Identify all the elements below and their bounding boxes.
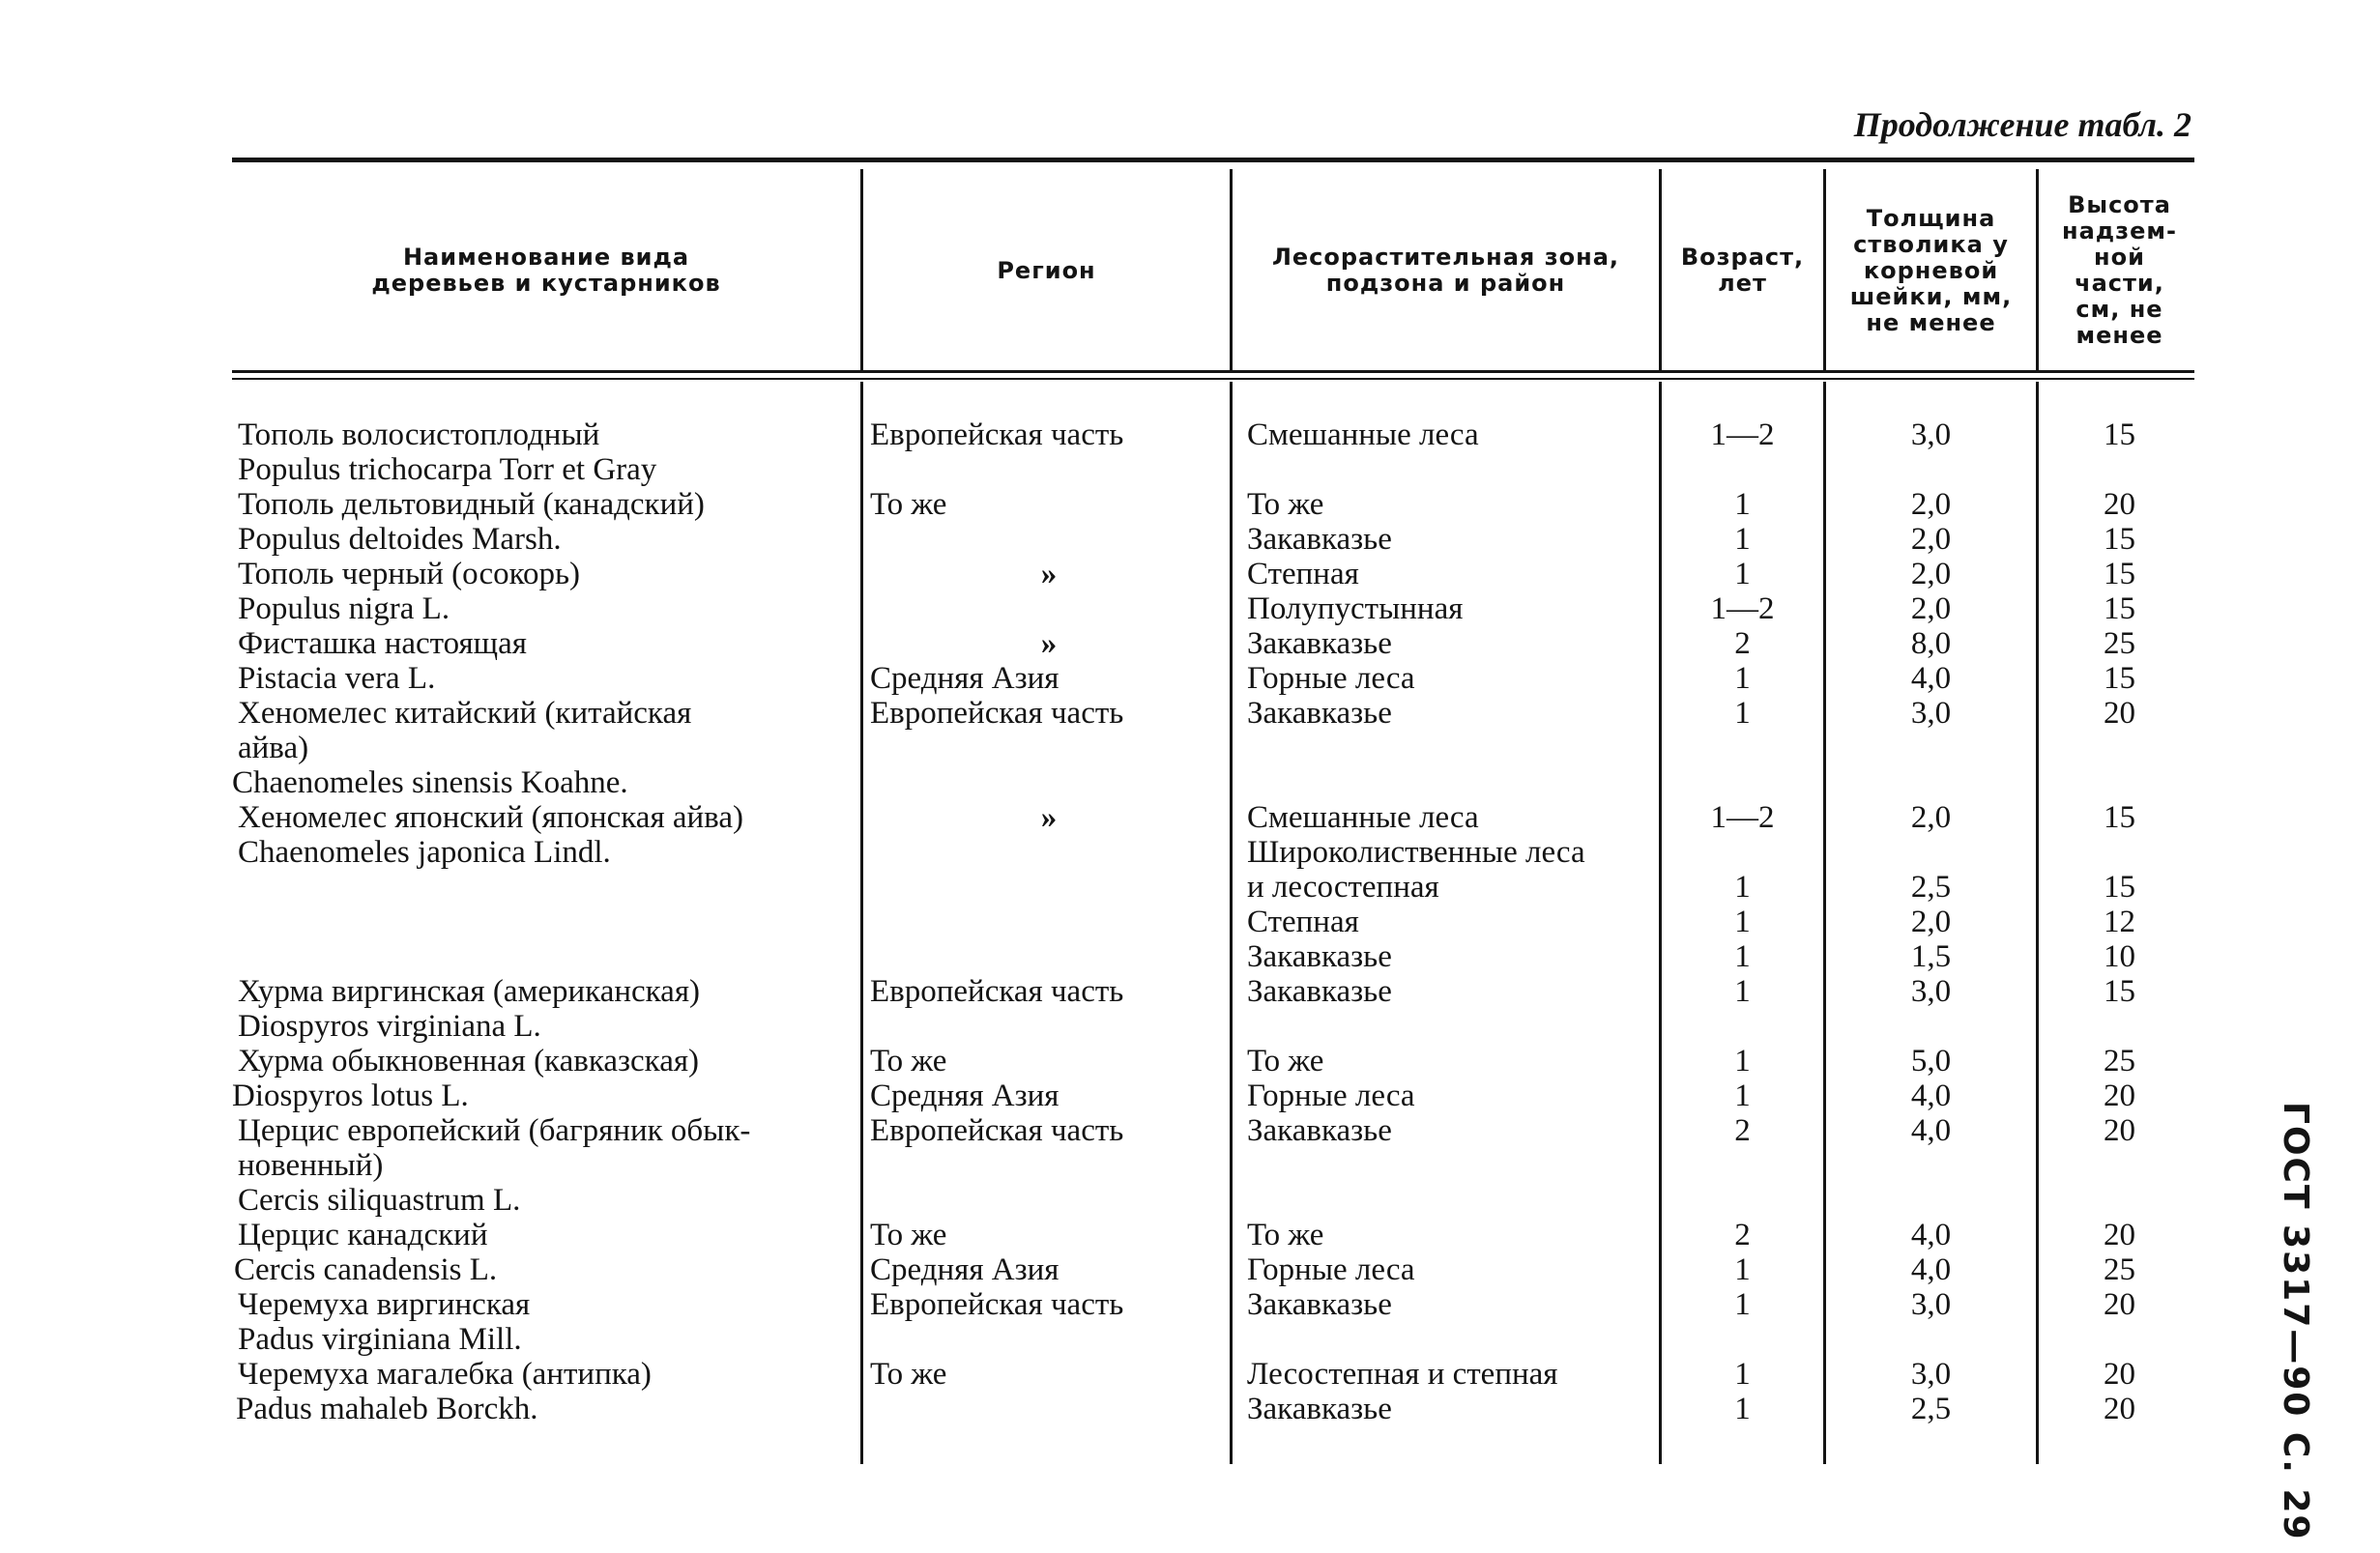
age-cell: 1	[1734, 905, 1751, 939]
thickness-cell: 4,0	[1910, 1218, 1952, 1252]
species-latin: Cercis siliquastrum L.	[238, 1183, 521, 1218]
page-side-header: ГОСТ 3317—90 С. 29	[2276, 1102, 2315, 1541]
thickness-cell: 3,0	[1910, 1287, 1952, 1322]
age-cell: 1	[1734, 974, 1751, 1009]
col-separator	[860, 382, 863, 1464]
col-separator	[1659, 382, 1662, 1464]
thickness-cell: 2,0	[1910, 591, 1952, 626]
species-name: Черемуха виргинская	[238, 1287, 531, 1322]
col-separator	[1230, 169, 1233, 372]
zone-cell: Лесостепная и степная	[1247, 1357, 1558, 1392]
species-name-continued: новенный)	[238, 1148, 384, 1183]
height-cell: 20	[2104, 1287, 2135, 1322]
thickness-cell: 1,5	[1910, 939, 1952, 974]
species-name: Церцис европейский (багряник обык-	[238, 1113, 751, 1148]
age-cell: 1	[1734, 557, 1751, 591]
thickness-cell: 2,0	[1910, 557, 1952, 591]
age-cell: 1	[1734, 870, 1751, 905]
age-cell: 1	[1734, 1252, 1751, 1287]
zone-cell: Степная	[1247, 905, 1359, 939]
species-latin: Populus trichocarpa Torr et Gray	[238, 452, 657, 487]
species-name: Хеномелес китайский (китайская	[238, 696, 692, 731]
thickness-cell: 2,0	[1910, 905, 1952, 939]
age-cell: 1—2	[1710, 591, 1775, 626]
species-latin: Cercis canadensis L.	[234, 1252, 498, 1287]
thickness-cell: 3,0	[1910, 1357, 1952, 1392]
col-separator	[860, 169, 863, 372]
species-name: Тополь дельтовидный (канадский)	[238, 487, 705, 522]
zone-cell: Широколиственные леса	[1247, 835, 1585, 870]
thickness-cell: 2,5	[1910, 1392, 1952, 1426]
table-caption: Продолжение табл. 2	[1853, 105, 2191, 144]
height-cell: 20	[2104, 1392, 2135, 1426]
col-separator	[1823, 382, 1826, 1464]
thickness-cell: 4,0	[1910, 1078, 1952, 1113]
age-cell: 1	[1734, 1357, 1751, 1392]
zone-cell-continued: и лесостепная	[1247, 870, 1439, 905]
col-separator	[1230, 382, 1233, 1464]
zone-cell: Закавказье	[1247, 1287, 1392, 1322]
thickness-cell: 3,0	[1910, 974, 1952, 1009]
zone-cell: Закавказье	[1247, 1113, 1392, 1148]
thickness-cell: 2,0	[1910, 800, 1952, 835]
species-name: Хурма виргинская (американская)	[238, 974, 701, 1009]
height-cell: 20	[2104, 1357, 2135, 1392]
height-cell: 15	[2104, 557, 2135, 591]
thickness-cell: 4,0	[1910, 1113, 1952, 1148]
col-separator	[2036, 382, 2039, 1464]
header-age: Возраст, лет	[1680, 244, 1805, 297]
thickness-cell: 5,0	[1910, 1044, 1952, 1078]
thickness-cell: 4,0	[1910, 661, 1952, 696]
col-separator	[1659, 169, 1662, 372]
species-name: Хурма обыкновенная (кавказская)	[238, 1044, 700, 1078]
region-cell: Европейская часть	[870, 696, 1124, 731]
thickness-cell: 2,0	[1910, 487, 1952, 522]
age-cell: 1	[1734, 487, 1751, 522]
zone-cell: Закавказье	[1247, 974, 1392, 1009]
region-cell: Европейская часть	[870, 417, 1124, 452]
age-cell: 1	[1734, 1287, 1751, 1322]
region-ditto-mark: »	[1040, 800, 1058, 835]
zone-cell: То же	[1247, 487, 1324, 522]
species-name: Черемуха магалебка (антипка)	[238, 1357, 652, 1392]
species-latin: Populus deltoides Marsh.	[238, 522, 562, 557]
species-latin: Pistacia vera L.	[238, 661, 436, 696]
region-cell: То же	[870, 487, 947, 522]
species-name-continued: айва)	[238, 731, 309, 765]
species-latin: Padus mahaleb Borckh.	[236, 1392, 538, 1426]
thickness-cell: 3,0	[1910, 417, 1952, 452]
zone-cell: Закавказье	[1247, 939, 1392, 974]
species-name: Фисташка настоящая	[238, 626, 527, 661]
height-cell: 20	[2104, 1218, 2135, 1252]
species-latin: Populus nigra L.	[238, 591, 450, 626]
age-cell: 1	[1734, 661, 1751, 696]
thickness-cell: 2,0	[1910, 522, 1952, 557]
header-thickness: Толщина стволика у корневой шейки, мм, не менее	[1849, 204, 2013, 336]
zone-cell: Горные леса	[1247, 1078, 1415, 1113]
age-cell: 1—2	[1710, 800, 1775, 835]
region-cell: Средняя Азия	[870, 1252, 1059, 1287]
species-latin: Diospyros lotus L.	[232, 1078, 469, 1113]
age-cell: 2	[1734, 1113, 1751, 1148]
zone-cell: Горные леса	[1247, 661, 1415, 696]
age-cell: 2	[1734, 1218, 1751, 1252]
height-cell: 25	[2104, 1044, 2135, 1078]
height-cell: 15	[2104, 591, 2135, 626]
thickness-cell: 4,0	[1910, 1252, 1952, 1287]
height-cell: 25	[2104, 626, 2135, 661]
age-cell: 1	[1734, 1078, 1751, 1113]
zone-cell: Смешанные леса	[1247, 417, 1479, 452]
col-separator	[2036, 169, 2039, 372]
species-latin: Chaenomeles sinensis Koahne.	[232, 765, 628, 800]
species-latin: Padus virginiana Mill.	[238, 1322, 522, 1357]
zone-cell: Закавказье	[1247, 522, 1392, 557]
height-cell: 15	[2104, 870, 2135, 905]
zone-cell: Смешанные леса	[1247, 800, 1479, 835]
thickness-cell: 2,5	[1910, 870, 1952, 905]
height-cell: 20	[2104, 1078, 2135, 1113]
height-cell: 20	[2104, 1113, 2135, 1148]
zone-cell: Закавказье	[1247, 1392, 1392, 1426]
age-cell: 1	[1734, 1044, 1751, 1078]
region-cell: То же	[870, 1218, 947, 1252]
zone-cell: Закавказье	[1247, 696, 1392, 731]
thickness-cell: 8,0	[1910, 626, 1952, 661]
region-cell: Европейская часть	[870, 974, 1124, 1009]
zone-cell: Полупустынная	[1247, 591, 1464, 626]
zone-cell: Горные леса	[1247, 1252, 1415, 1287]
region-cell: Европейская часть	[870, 1113, 1124, 1148]
height-cell: 15	[2104, 974, 2135, 1009]
species-name: Тополь черный (осокорь)	[238, 557, 581, 591]
header-region: Регион	[997, 256, 1096, 284]
age-cell: 1	[1734, 696, 1751, 731]
region-ditto-mark: »	[1040, 557, 1058, 591]
zone-cell: Закавказье	[1247, 626, 1392, 661]
region-cell: Средняя Азия	[870, 661, 1059, 696]
region-cell: Европейская часть	[870, 1287, 1124, 1322]
age-cell: 1—2	[1710, 417, 1775, 452]
region-cell: То же	[870, 1044, 947, 1078]
height-cell: 15	[2104, 522, 2135, 557]
age-cell: 1	[1734, 1392, 1751, 1426]
region-cell: Средняя Азия	[870, 1078, 1059, 1113]
height-cell: 15	[2104, 661, 2135, 696]
thickness-cell: 3,0	[1910, 696, 1952, 731]
rule-header-bottom-2	[232, 378, 2194, 380]
species-latin: Diospyros virginiana L.	[238, 1009, 541, 1044]
zone-cell: Степная	[1247, 557, 1359, 591]
region-cell: То же	[870, 1357, 947, 1392]
height-cell: 20	[2104, 487, 2135, 522]
height-cell: 15	[2104, 800, 2135, 835]
height-cell: 15	[2104, 417, 2135, 452]
age-cell: 1	[1734, 522, 1751, 557]
rule-top	[232, 158, 2194, 162]
species-name: Тополь волосистоплодный	[238, 417, 600, 452]
height-cell: 20	[2104, 696, 2135, 731]
header-zone: Лесорастительная зона, подзона и район	[1271, 244, 1620, 297]
species-name: Церцис канадский	[238, 1218, 488, 1252]
height-cell: 12	[2104, 905, 2135, 939]
species-latin: Chaenomeles japonica Lindl.	[238, 835, 611, 870]
zone-cell: То же	[1247, 1218, 1324, 1252]
height-cell: 10	[2104, 939, 2135, 974]
zone-cell: То же	[1247, 1044, 1324, 1078]
age-cell: 2	[1734, 626, 1751, 661]
age-cell: 1	[1734, 939, 1751, 974]
height-cell: 25	[2104, 1252, 2135, 1287]
header-height: Высота надзем- ной части, см, не менее	[2062, 191, 2177, 349]
region-ditto-mark: »	[1040, 626, 1058, 661]
header-name: Наименование вида деревьев и кустарников	[371, 244, 721, 297]
species-name: Хеномелес японский (японская айва)	[238, 800, 743, 835]
col-separator	[1823, 169, 1826, 372]
